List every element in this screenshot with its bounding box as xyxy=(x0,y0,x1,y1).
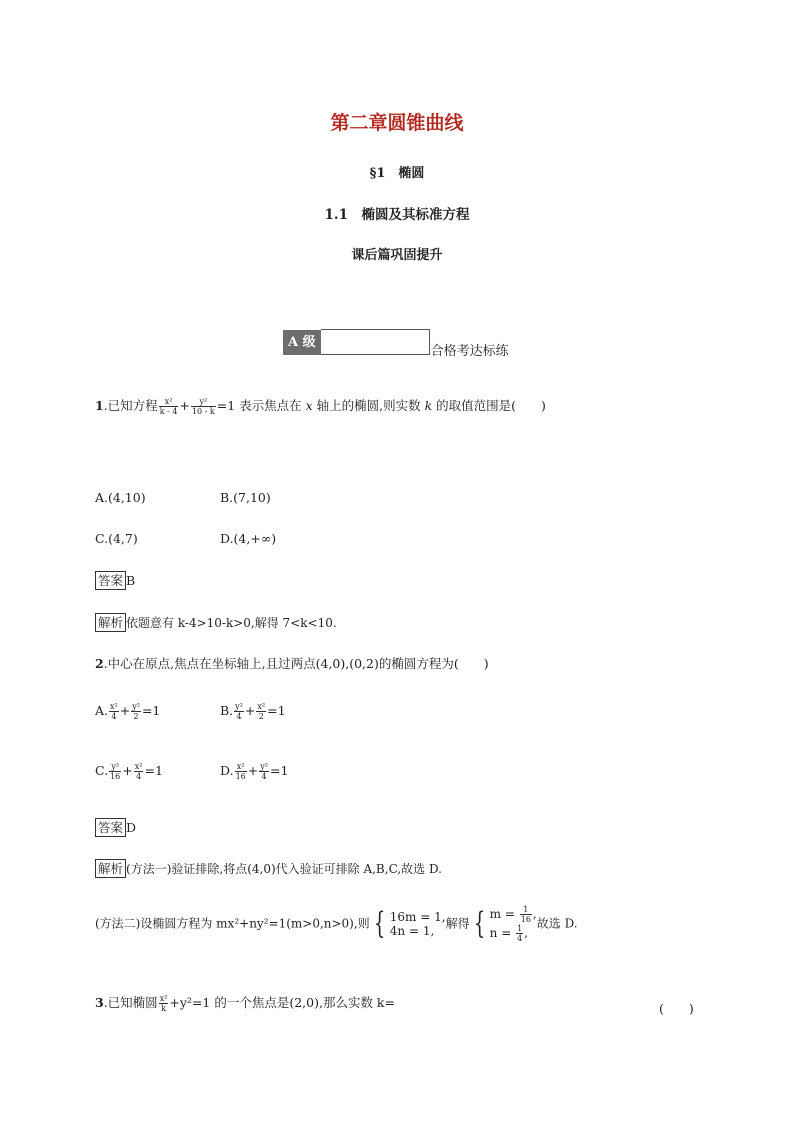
answer-tag: 答案 xyxy=(95,571,126,590)
level-banner xyxy=(283,329,509,359)
subsection-title: 1.1 椭圆及其标准方程 xyxy=(324,207,470,223)
question-number: 1 xyxy=(95,398,104,413)
option-a: A.(4,10) xyxy=(95,490,146,505)
answer-value: B xyxy=(126,573,136,588)
part-title: 课后篇巩固提升 xyxy=(351,248,443,263)
answer-row xyxy=(95,570,135,590)
level-text: 合格考达标练 xyxy=(430,344,509,359)
option-d: D. $\frac{\text{x²}}{16}$ + $\frac{\text{y²}}{4}$ =1 xyxy=(220,762,289,781)
question-number: 2 xyxy=(95,656,104,671)
answer-paren: ( ) xyxy=(659,1001,694,1016)
analysis-row xyxy=(95,858,442,878)
analysis-tag: 解析 xyxy=(95,859,126,878)
option-a: A. $\frac{\text{x²}}{4}$ + $\frac{\text{y²}}{2}$ =1 xyxy=(95,702,161,721)
question-3: 3.已知椭圆 $\frac{\text{x²}}{k}$ +y²=1 的一个焦点是(2,0),那么实数 k= xyxy=(95,994,395,1013)
analysis-method-2: (方法二)设椭圆方程为 mx²+ny²=1(m>0,n>0),则 { 16m = 1, 4n = 1, 解得 { m = $\frac{1}{16}$ , n = $\frac{1}{4}$ , 故选 D. xyxy=(95,905,578,943)
option-c: C.(4,7) xyxy=(95,531,138,546)
fraction: $\frac{\text{y²}}{10 - k}$ xyxy=(191,397,215,416)
analysis-tag: 解析 xyxy=(95,613,126,632)
fraction: $\frac{\text{x²}}{k}$ xyxy=(159,994,168,1013)
option-d: D.(4,+∞) xyxy=(220,531,277,546)
analysis-method-1: (方法一)验证排除,将点(4,0)代入验证可排除 A,B,C,故选 D. xyxy=(126,862,442,876)
equation-system: { 16m = 1, 4n = 1, xyxy=(373,906,446,941)
level-badge: A 级 xyxy=(283,330,321,355)
section-title: §1 椭圆 xyxy=(369,166,425,181)
answer-tag: 答案 xyxy=(95,818,126,837)
chapter-title: 第二章圆锥曲线 xyxy=(330,112,464,134)
analysis-text: 依题意有 k-4>10-k>0,解得 7<k<10. xyxy=(126,616,337,630)
level-blank-box xyxy=(321,329,430,355)
question-number: 3 xyxy=(95,995,104,1010)
option-b: B. $\frac{\text{y²}}{4}$ + $\frac{\text{x²}}{2}$ =1 xyxy=(220,702,286,721)
answer-row xyxy=(95,817,136,837)
analysis-row xyxy=(95,612,337,632)
question-2: 2.中心在原点,焦点在坐标轴上,且过两点(4,0),(0,2)的椭圆方程为( ) xyxy=(95,656,489,671)
question-1: 1.已知方程 $\frac{\text{x²}}{k - 4}$ + $\frac{\text{y²}}{10 - k}$ =1 表示焦点在 x 轴上的椭圆,则实数 k 的取值范围是( ) xyxy=(95,397,546,416)
fraction: $\frac{\text{x²}}{k - 4}$ xyxy=(159,397,178,416)
option-c: C. $\frac{\text{y²}}{16}$ + $\frac{\text{x²}}{4}$ =1 xyxy=(95,762,163,781)
option-b: B.(7,10) xyxy=(220,490,271,505)
solution-system: { m = $\frac{1}{16}$ , n = $\frac{1}{4}$ , xyxy=(473,905,537,943)
answer-value: D xyxy=(126,820,137,835)
